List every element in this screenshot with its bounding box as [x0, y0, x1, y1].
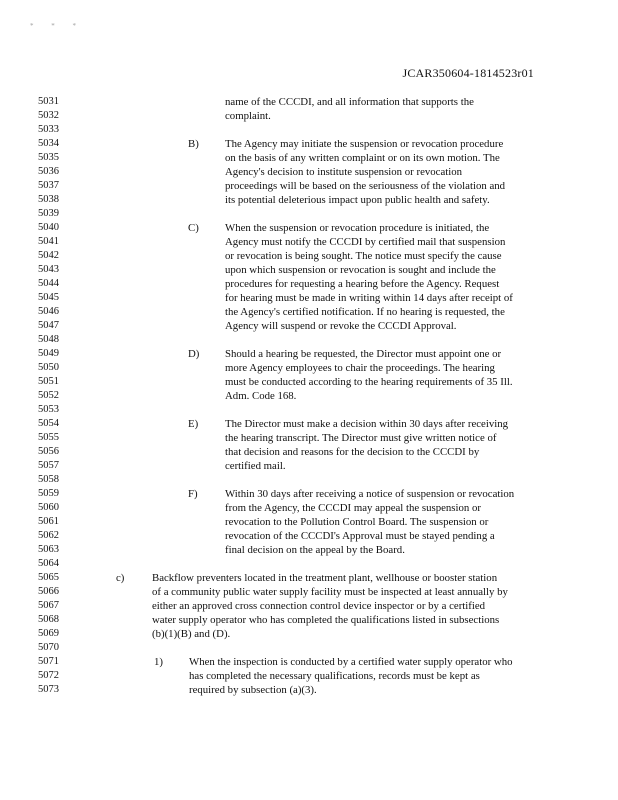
- text-line: required by subsection (a)(3).: [189, 684, 317, 696]
- line-number: 5041: [38, 236, 59, 247]
- text-line: Agency's decision to institute suspension or revocation: [225, 166, 463, 178]
- scan-artifact: * * *: [30, 22, 84, 30]
- line-number: 5071: [38, 656, 59, 667]
- text-line: revocation of the CCCDI's Approval must be stayed pending a: [225, 530, 495, 542]
- document-id: JCAR350604-1814523r01: [402, 66, 534, 80]
- line-number: 5064: [38, 558, 59, 569]
- line-number: 5040: [38, 222, 59, 233]
- text-line: final decision on the appeal by the Board.: [225, 544, 405, 556]
- line-number: 5065: [38, 572, 59, 583]
- text-line: Agency will suspend or revoke the CCCDI Approval.: [225, 320, 457, 332]
- line-number: 5042: [38, 250, 59, 261]
- text-line: has completed the necessary qualifications, records must be kept as: [189, 670, 480, 682]
- line-number: 5063: [38, 544, 59, 555]
- text-line: more Agency employees to chair the proceedings. The hearing: [225, 362, 495, 374]
- line-number: 5045: [38, 292, 59, 303]
- text-line: of a community public water supply facility must be inspected at least annually by: [152, 586, 508, 598]
- text-line: The Director must make a decision within 30 days after receiving: [225, 418, 509, 430]
- text-line: revocation to the Pollution Control Board. The suspension or: [225, 516, 489, 528]
- line-number: 5070: [38, 642, 59, 653]
- text-line: from the Agency, the CCCDI may appeal the suspension or: [225, 502, 481, 514]
- text-line: that decision and reasons for the decision to the CCCDI by: [225, 446, 480, 458]
- line-number: 5050: [38, 362, 59, 373]
- line-number: 5031: [38, 96, 59, 107]
- text-line: When the inspection is conducted by a certified water supply operator who: [189, 656, 513, 668]
- line-number: 5049: [38, 348, 59, 359]
- text-line: the hearing transcript. The Director must give written notice of: [225, 432, 497, 444]
- text-line: name of the CCCDI, and all information that supports the: [225, 96, 474, 108]
- line-number: 5034: [38, 138, 59, 149]
- line-number: 5039: [38, 208, 59, 219]
- subsection-label: B): [188, 138, 199, 150]
- line-number: 5056: [38, 446, 59, 457]
- line-number: 5057: [38, 460, 59, 471]
- line-number: 5051: [38, 376, 59, 387]
- line-number: 5038: [38, 194, 59, 205]
- text-line: upon which suspension or revocation is sought and include the: [225, 264, 496, 276]
- line-number: 5052: [38, 390, 59, 401]
- text-line: must be conducted according to the hearing requirements of 35 Ill.: [225, 376, 513, 388]
- line-number: 5048: [38, 334, 59, 345]
- line-number: 5068: [38, 614, 59, 625]
- text-line: Backflow preventers located in the treatment plant, wellhouse or booster station: [152, 572, 498, 584]
- line-number: 5062: [38, 530, 59, 541]
- subsection-label: c): [116, 572, 125, 584]
- line-number: 5037: [38, 180, 59, 191]
- line-number: 5035: [38, 152, 59, 163]
- line-number: 5073: [38, 684, 59, 695]
- text-line: When the suspension or revocation procedure is initiated, the: [225, 222, 490, 234]
- subsection-label: 1): [154, 656, 163, 668]
- line-number: 5047: [38, 320, 59, 331]
- line-number: 5066: [38, 586, 59, 597]
- text-line: procedures for requesting a hearing before the Agency. Request: [225, 278, 500, 290]
- line-number: 5058: [38, 474, 59, 485]
- text-line: its potential deleterious impact upon public health and safety.: [225, 194, 490, 206]
- text-line: The Agency may initiate the suspension or revocation procedure: [225, 138, 504, 150]
- text-line: proceedings will be based on the seriousness of the violation and: [225, 180, 506, 192]
- text-line: on the basis of any written complaint or on its own motion. The: [225, 152, 500, 164]
- subsection-label: D): [188, 348, 200, 360]
- subsection-label: E): [188, 418, 199, 430]
- line-number: 5043: [38, 264, 59, 275]
- line-number: 5054: [38, 418, 59, 429]
- text-line: Within 30 days after receiving a notice of suspension or revocation: [225, 488, 515, 500]
- text-line: the Agency's certified notification. If no hearing is requested, the: [225, 306, 505, 318]
- subsection-label: F): [188, 488, 198, 500]
- line-number: 5061: [38, 516, 59, 527]
- text-line: complaint.: [225, 110, 271, 122]
- line-number: 5072: [38, 670, 59, 681]
- line-number: 5055: [38, 432, 59, 443]
- text-line: certified mail.: [225, 460, 286, 472]
- line-number: 5033: [38, 124, 59, 135]
- text-line: Agency must notify the CCCDI by certified mail that suspension: [225, 236, 506, 248]
- line-number: 5067: [38, 600, 59, 611]
- line-number: 5032: [38, 110, 59, 121]
- text-line: (b)(1)(B) and (D).: [152, 628, 231, 640]
- text-line: Adm. Code 168.: [225, 390, 297, 402]
- subsection-label: C): [188, 222, 199, 234]
- text-line: Should a hearing be requested, the Director must appoint one or: [225, 348, 502, 360]
- line-number: 5060: [38, 502, 59, 513]
- text-line: or revocation is being sought. The notice must specify the cause: [225, 250, 502, 262]
- text-line: for hearing must be made in writing within 14 days after receipt of: [225, 292, 513, 304]
- line-number: 5053: [38, 404, 59, 415]
- line-number: 5036: [38, 166, 59, 177]
- line-number: 5044: [38, 278, 59, 289]
- text-line: either an approved cross connection control device inspector or by a certified: [152, 600, 486, 612]
- line-number: 5046: [38, 306, 59, 317]
- line-number: 5069: [38, 628, 59, 639]
- line-number: 5059: [38, 488, 59, 499]
- text-line: water supply operator who has completed the qualifications listed in subsections: [152, 614, 500, 626]
